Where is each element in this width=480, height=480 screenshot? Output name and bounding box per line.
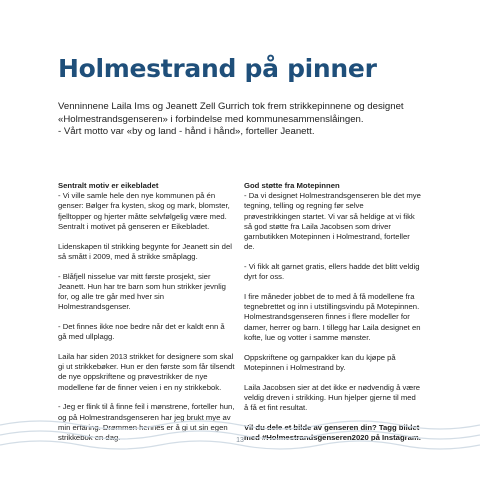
intro-line: - Vårt motto var «by og land - hånd i hånd», forteller Jeanett.	[58, 126, 315, 138]
instagram-call-to-action: Vil du dele et bilde av genseren din? Tagg bildet med #Holmestrandsgenseren2020 på Instagram.	[244, 422, 421, 443]
left-paragraph	[58, 181, 235, 232]
page-number: 13	[236, 437, 244, 444]
intro-line: «Holmestrandsgenseren» i forbindelse med kommunesammenslåingen.	[58, 113, 364, 125]
left-paragraph: - Jeg er flink til å finne feil i mønstrene, forteller hun, og på Holmestrandsgenseren har jeg brukt mye av min erfaring. Drømmen hennes er å gi ut sin egen strikkebok en dag.	[58, 402, 235, 443]
intro-line: Venninnene Laila Ims og Jeanett Zell Gurrich tok frem strikkepinnene og designet	[58, 101, 404, 112]
intro	[58, 101, 438, 139]
wave-line	[0, 421, 480, 429]
right-paragraph: Laila Jacobsen sier at det ikke er nødvendig å være veldig dreven i strikking. Hun hjelper gjerne til med å få et fint resultat.	[244, 382, 421, 413]
left-column-heading: Sentralt motiv er eikebladet	[58, 181, 159, 190]
right-paragraph: I fire måneder jobbet de to med å få modellene fra tegnebrettet og inn i utstillingsvindu på Motepinnen. Holmestrandsgenseren finnes i flere modeller for damer, herrer og barn. I tillegg har Laila designet en kofte, lue og votter i samme mønster.	[244, 292, 421, 342]
right-column-heading: God støtte fra Motepinnen	[244, 181, 340, 190]
right-paragraph	[244, 181, 421, 252]
page-title: Holmestrand på pinner	[58, 54, 377, 83]
right-paragraph-text: - Da vi designet Holmestrandsgenseren ble det mye tegning, telling og regning før selve prøvestrikkingen startet. Vi var så heldige at vi fikk så god støtte fra Laila Jacobsen som driver garnbutikken Motepinnen i Holmestrand, forteller de.	[244, 191, 421, 252]
left-paragraph: Lidenskapen til strikking begynte for Jeanett sin del så smått i 2009, med å strikke småplagg.	[58, 241, 232, 261]
left-paragraph: - Det finnes ikke noe bedre når det er kaldt enn å gå med ullplagg.	[58, 322, 225, 342]
right-paragraph: - Vi fikk alt garnet gratis, ellers hadde det blitt veldig dyrt for oss.	[244, 262, 420, 282]
left-paragraph-text: - Vi ville samle hele den nye kommunen på én genser: Bølger fra kysten, skog og mark, blomster, fjelltopper og hjerter måtte selvfølgelig være med. Sentralt i motivet på genseren er Eikebladet.	[58, 191, 230, 231]
wave-decoration	[0, 405, 480, 465]
left-paragraph: Laila har siden 2013 strikket for designere som skal gi ut strikkebøker. Hun er den første som får tilsendt de nye oppskriftene og prøvestrikker de nye modellene før de finner veien i en ny strikkebok.	[58, 352, 235, 392]
right-paragraph: Oppskriftene og garnpakker kan du kjøpe på Motepinnen i Holmestrand by.	[244, 352, 396, 372]
left-paragraph: - Blåfjell nisselue var mitt første prosjekt, sier Jeanett. Hun har tre barn som hun strikker jevnlig for, og alle tre går med hver sin Holmestrandsgenser.	[58, 271, 226, 312]
